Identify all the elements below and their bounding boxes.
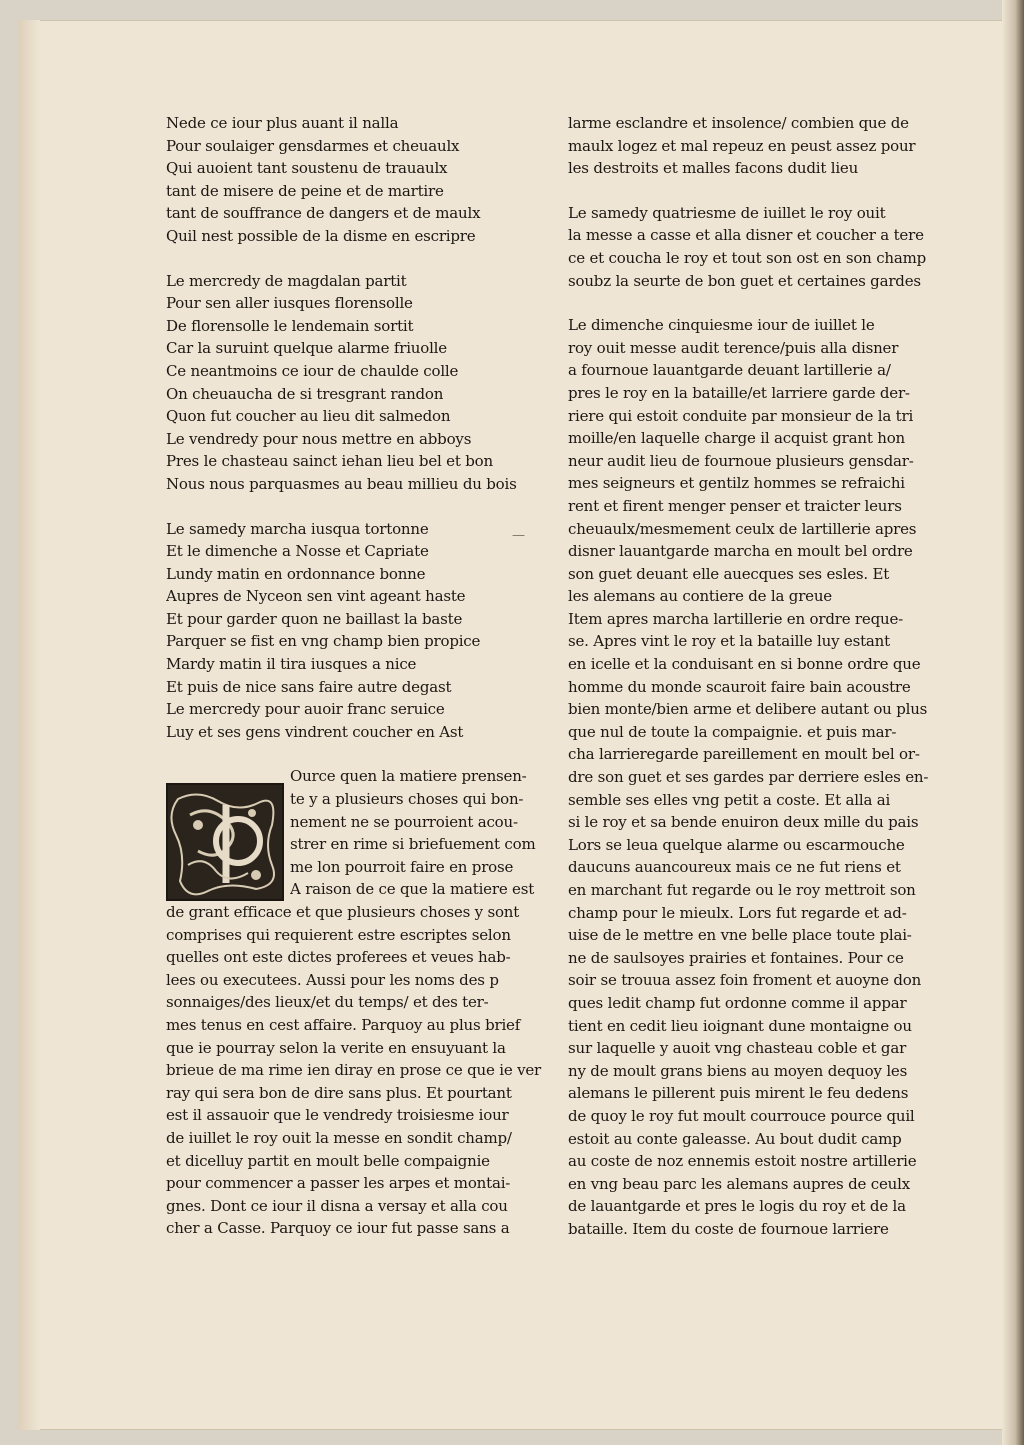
- text-line: Nous nous parquasmes au beau millieu du bois: [166, 474, 517, 493]
- text-line: De florensolle le lendemain sortit: [166, 316, 414, 335]
- prose-section: [166, 765, 544, 1239]
- text-line: se. Apres vint le roy et la bataille luy estant: [568, 632, 890, 651]
- text-line: estoit au conte galeasse. Au bout dudit camp: [568, 1129, 902, 1148]
- text-line: tient en cedit lieu ioignant dune montaigne ou: [568, 1016, 912, 1035]
- text-line: Le samedy marcha iusqua tortonne: [166, 519, 429, 538]
- text-line: la messe a casse et alla disner et coucher a tere: [568, 226, 924, 245]
- margin-mark: —: [512, 528, 525, 543]
- text-line: comprises qui requierent estre escriptes selon: [166, 925, 511, 944]
- text-line: les destroits et malles facons dudit lieu: [568, 159, 859, 178]
- stanza: [166, 270, 544, 496]
- text-line: Item apres marcha lartillerie en ordre reque-: [568, 609, 903, 628]
- text-line: lees ou executees. Aussi pour les noms des p: [166, 970, 499, 989]
- text-line: Pour sen aller iusques florensolle: [166, 294, 413, 313]
- text-line: Parquer se fist en vng champ bien propice: [166, 632, 481, 651]
- text-line: semble ses elles vng petit a coste. Et alla ai: [568, 790, 891, 809]
- text-line: en vng beau parc les alemans aupres de ceulx: [568, 1174, 910, 1193]
- text-line: soubz la seurte de bon guet et certaines gardes: [568, 271, 921, 290]
- text-line: alemans le pillerent puis mirent le feu dedens: [568, 1084, 909, 1103]
- text-line: mes tenus en cest affaire. Parquoy au plus brief: [166, 1015, 521, 1034]
- text-line: les alemans au contiere de la greue: [568, 587, 832, 606]
- text-line: si le roy et sa bende enuiron deux mille du pais: [568, 813, 919, 832]
- paragraph: [568, 112, 960, 180]
- text-line: champ pour le mieulx. Lors fut regarde et ad-: [568, 903, 907, 922]
- text-line: quelles ont este dictes proferees et veues hab-: [166, 948, 511, 967]
- text-line: sur laquelle y auoit vng chasteau coble et gar: [568, 1039, 907, 1058]
- text-line: neur audit lieu de fournoue plusieurs gensdar-: [568, 451, 914, 470]
- right-column: [568, 112, 960, 1241]
- text-line: cher a Casse. Parquoy ce iour fut passe sans a: [166, 1219, 510, 1238]
- text-line: est il assauoir que le vendredy troisiesme iour: [166, 1106, 509, 1125]
- paragraph: [568, 314, 960, 608]
- text-line: homme du monde scauroit faire bain acoustre: [568, 677, 911, 696]
- left-column: [166, 112, 544, 1240]
- text-line: en marchant fut regarde ou le roy mettroit son: [568, 881, 916, 899]
- book-edge: [1002, 0, 1024, 1445]
- text-line: ray qui sera bon de dire sans plus. Et pourtant: [166, 1083, 512, 1102]
- text-line: Qui auoient tant soustenu de trauaulx: [166, 159, 448, 178]
- text-line: bien monte/bien arme et delibere autant ou plus: [568, 700, 928, 719]
- text-line: de grant efficace et que plusieurs choses y sont: [166, 903, 520, 921]
- text-line: riere qui estoit conduite par monsieur de la tri: [568, 406, 914, 425]
- text-line: pres le roy en la bataille/et larriere garde der-: [568, 383, 910, 402]
- text-line: brieue de ma rime ien diray en prose ce que ie ver: [166, 1061, 541, 1080]
- text-line: Mardy matin il tira iusques a nice: [166, 655, 417, 674]
- text-line: tant de misere de peine et de martire: [166, 181, 444, 200]
- text-line: Et le dimenche a Nosse et Capriate: [166, 542, 429, 561]
- text-line: Lors se leua quelque alarme ou escarmouche: [568, 835, 905, 854]
- text-line: ce et coucha le roy et tout son ost en son champ: [568, 248, 927, 267]
- text-line: ny de moult grans biens au moyen dequoy les: [568, 1061, 908, 1080]
- text-line: Le dimenche cinquiesme iour de iuillet le: [568, 316, 875, 335]
- text-line: Quil nest possible de la disme en escripre: [166, 226, 476, 245]
- text-line: mes seigneurs et gentilz hommes se refraichi: [568, 474, 905, 493]
- text-line: larme esclandre et insolence/ combien que de: [568, 114, 909, 132]
- stanza: [166, 518, 544, 744]
- text-line: Aupres de Nyceon sen vint ageant haste: [166, 587, 466, 606]
- text-line: Et pour garder quon ne baillast la baste: [166, 609, 463, 628]
- text-line: Quon fut coucher au lieu dit salmedon: [166, 407, 451, 426]
- text-line: disner lauantgarde marcha en moult bel ordre: [568, 542, 913, 561]
- text-line: au coste de noz ennemis estoit nostre artillerie: [568, 1152, 917, 1171]
- text-line: Le mercredy de magdalan partit: [166, 271, 407, 290]
- text-line: roy ouit messe audit terence/puis alla disner: [568, 338, 899, 357]
- text-line: cheuaulx/mesmement ceulx de lartillerie apres: [568, 519, 917, 538]
- stanza: [166, 112, 544, 248]
- text-line: Pour soulaiger gensdarmes et cheuaulx: [166, 136, 460, 155]
- text-line: daucuns auancoureux mais ce ne fut riens et: [568, 858, 901, 877]
- text-line: Le mercredy pour auoir franc seruice: [166, 700, 445, 719]
- page-gutter-shadow: [18, 20, 40, 1430]
- text-line: de lauantgarde et pres le logis du roy et de la: [568, 1197, 906, 1216]
- paragraph: [568, 202, 960, 292]
- text-line: cha larrieregarde pareillement en moult bel or-: [568, 745, 920, 764]
- text-line: me lon pourroit faire en prose: [290, 857, 514, 876]
- text-line: Ce neantmoins ce iour de chaulde colle: [166, 361, 459, 380]
- text-line: de iuillet le roy ouit la messe en sondit champ/: [166, 1128, 512, 1147]
- text-line: uise de le mettre en vne belle place toute plai-: [568, 926, 912, 945]
- text-line: bataille. Item du coste de fournoue larriere: [568, 1219, 889, 1238]
- text-line: tant de souffrance de dangers et de maulx: [166, 204, 481, 223]
- prose-body: [166, 901, 544, 1240]
- text-line: Et puis de nice sans faire autre degast: [166, 677, 452, 696]
- text-line: maulx logez et mal repeuz en peust assez pour: [568, 136, 916, 155]
- text-line: Le vendredy pour nous mettre en abboys: [166, 429, 472, 448]
- text-line: Ource quen la matiere prensen-: [290, 767, 527, 786]
- text-line: Lundy matin en ordonnance bonne: [166, 564, 426, 583]
- text-line: en icelle et la conduisant en si bonne ordre que: [568, 655, 921, 674]
- text-line: strer en rime si briefuement com: [290, 835, 536, 854]
- text-line: On cheuaucha de si tresgrant randon: [166, 384, 444, 403]
- text-line: rent et firent menger penser et traicter leurs: [568, 496, 902, 515]
- text-line: Le samedy quatriesme de iuillet le roy ouit: [568, 203, 886, 222]
- text-line: soir se trouua assez foin froment et auoyne don: [568, 971, 922, 990]
- text-line: Nede ce iour plus auant il nalla: [166, 114, 399, 132]
- text-line: moille/en laquelle charge il acquist grant hon: [568, 429, 906, 448]
- text-line: dre son guet et ses gardes par derriere esles en-: [568, 768, 929, 787]
- text-line: ques ledit champ fut ordonne comme il appar: [568, 993, 907, 1012]
- text-line: A raison de ce que la matiere est: [290, 880, 535, 899]
- text-line: que ie pourray selon la verite en ensuyuant la: [166, 1038, 506, 1057]
- text-line: Pres le chasteau sainct iehan lieu bel et bon: [166, 452, 493, 471]
- text-line: gnes. Dont ce iour il disna a versay et alla cou: [166, 1196, 508, 1215]
- decorated-initial-letter: [166, 783, 284, 901]
- text-line: et dicelluy partit en moult belle compaignie: [166, 1151, 490, 1170]
- text-line: Luy et ses gens vindrent coucher en Ast: [166, 722, 464, 741]
- text-line: a fournoue lauantgarde deuant lartillerie a/: [568, 361, 891, 380]
- text-line: nement ne se pourroient acou-: [290, 812, 518, 831]
- text-line: pour commencer a passer les arpes et montai-: [166, 1174, 511, 1193]
- text-line: de quoy le roy fut moult courrouce pource quil: [568, 1106, 915, 1125]
- text-line: son guet deuant elle auecques ses esles. Et: [568, 564, 890, 583]
- text-line: te y a plusieurs choses qui bon-: [290, 790, 524, 809]
- text-line: ne de saulsoyes prairies et fontaines. Pour ce: [568, 948, 904, 967]
- text-line: sonnaiges/des lieux/et du temps/ et des ter-: [166, 993, 489, 1012]
- text-line: que nul de toute la compaignie. et puis mar-: [568, 722, 897, 741]
- text-line: Car la suruint quelque alarme friuolle: [166, 339, 447, 358]
- paragraph: [568, 608, 960, 1241]
